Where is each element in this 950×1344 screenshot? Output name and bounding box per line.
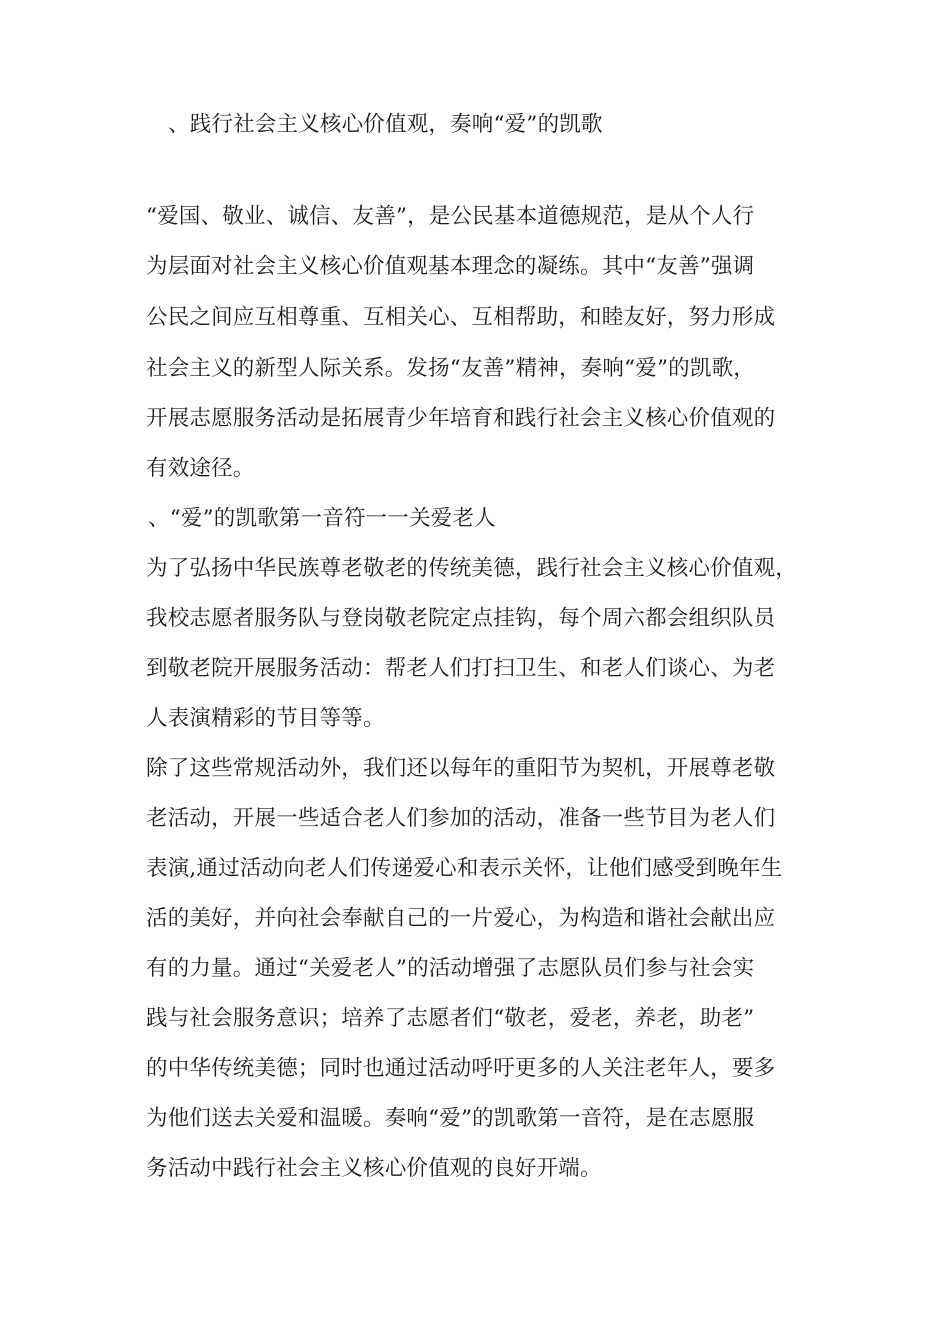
paragraph-line: 有效途径。 [146, 456, 255, 481]
paragraph-line: 表演,通过活动向老人们传递爱心和表示关怀，让他们感受到晚年生 [146, 856, 783, 881]
paragraph-line: 除了这些常规活动外，我们还以每年的重阳节为契机，开展尊老敬 [146, 756, 776, 781]
paragraph-line: 老活动，开展一些适合老人们参加的活动，准备一些节目为老人们 [146, 806, 776, 831]
paragraph-line: 为层面对社会主义核心价值观基本理念的凝练。其中“友善”强调 [146, 254, 755, 279]
paragraph-line: 为了弘扬中华民族尊老敬老的传统美德，践行社会主义核心价值观， [146, 556, 798, 581]
paragraph-line: 践与社会服务意识；培养了志愿者们“敬老，爱老，养老，助老” [146, 1006, 755, 1031]
paragraph-line: 到敬老院开展服务活动：帮老人们打扫卫生、和老人们谈心、为老 [146, 656, 776, 681]
paragraph-line: 人表演精彩的节目等等。 [146, 706, 385, 731]
paragraph-line: 为他们送去关爱和温暖。奏响“爱”的凯歌第一音符，是在志愿服 [146, 1106, 755, 1131]
sub-heading: 、“爱”的凯歌第一音符一一关爱老人 [148, 506, 496, 531]
paragraph-line: “爱国、敬业、诚信、友善”，是公民基本道德规范，是从个人行 [146, 204, 755, 229]
paragraph-line: 活的美好，并向社会奉献自己的一片爱心，为构造和谐社会献出应 [146, 906, 776, 931]
paragraph-line: 我校志愿者服务队与登岗敬老院定点挂钩，每个周六都会组织队员 [146, 606, 776, 631]
paragraph-line: 有的力量。通过“关爱老人”的活动增强了志愿队员们参与社会实 [146, 956, 755, 981]
paragraph-line: 的中华传统美德；同时也通过活动呼吁更多的人关注老年人，要多 [146, 1056, 776, 1081]
paragraph-line: 务活动中践行社会主义核心价值观的良好开端。 [146, 1156, 602, 1181]
paragraph-line: 社会主义的新型人际关系。发扬“友善”精神，奏响“爱”的凯歌， [146, 356, 755, 381]
paragraph-line: 开展志愿服务活动是拓展青少年培育和践行社会主义核心价值观的 [146, 406, 776, 431]
paragraph-line: 公民之间应互相尊重、互相关心、互相帮助，和睦友好，努力形成 [146, 305, 776, 330]
section-heading: 、践行社会主义核心价值观，奏响“爱”的凯歌 [168, 112, 603, 137]
